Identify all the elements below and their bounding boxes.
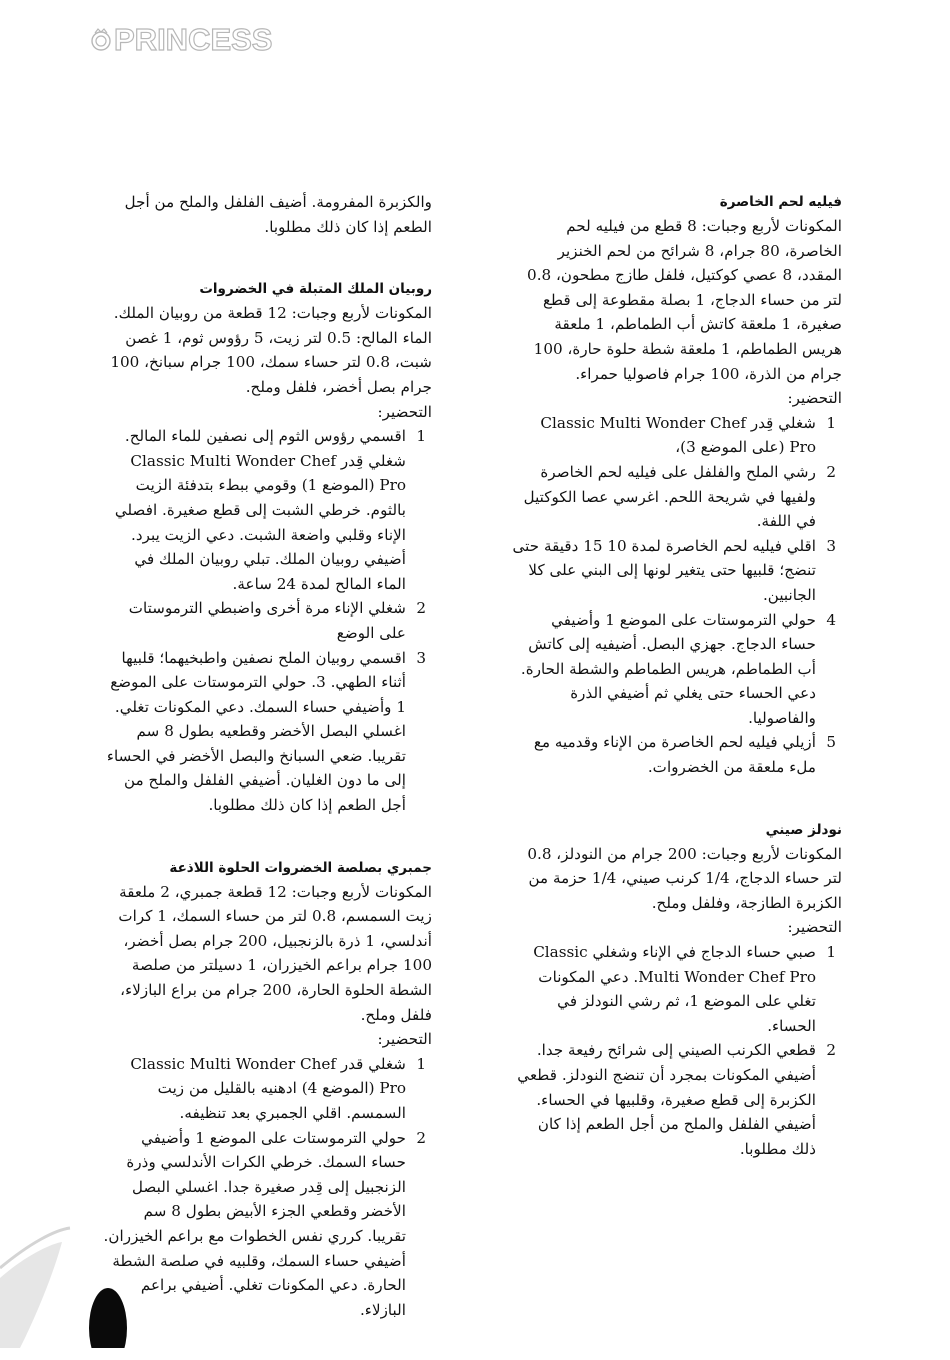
right-column [512,190,842,1199]
step-number: 2 [826,1041,836,1060]
step-item [512,1038,842,1161]
recipe-title: روبيان الملك المتبلة في الخضروات [199,281,432,298]
step-number: 1 [416,1054,426,1073]
step-text: اقسمي رؤوس الثوم إلى نصفين للماء المالح. شغلي قِدر Classic Multi Wonder Chef Pro (الموضع 1) وقومي ببطء بتدفئة الزيت بالثوم. خرطي الشبت إلى قطع صغيرة. افصلي الإناء وقلبي واضعة الشبت. دعي الزيت يبرد. أضيفي روبيان الملك. تبلي روبيان الملك في الماء المالح لمدة 24 ساعة. [114,427,406,593]
step-number: 4 [826,610,836,629]
preparation-label: التحضير: [377,402,432,421]
logo-text: PRINCESS [114,22,273,57]
recipe-ingredients: المكونات لأربع وجبات: 12 قطعة جمبري، 2 ملعقة زيت السمسم، 0.8 لتر من حساء السمك، 1 كرات أندلسي، 1 ذرة بالزنجبيل، 200 جرام بصل أخضر، 100 جرام براعم الخيزران، 1 دسيلتر من صلصة الشطة الحلوة الحارة، 200 جرام من براع البازلاء، فلفل وملح. [118,882,432,1024]
step-number: 1 [416,427,426,446]
step-text: اقلي فيليه لحم الخاصرة لمدة 10 15 دقيقة حتى تنضج؛ قلبيها حتى يتغير لونها إلى البني على كلا الجانبين. [512,536,816,604]
recipe-ingredients: المكونات لأربع وجبات: 12 قطعة من روبيان الملك. الماء المالح: 0.5 لتر زيت، 5 رؤوس ثوم، 1 غصن شبت، 0.8 لتر حساء سمك، 100 جرام سبانخ، 100 جرام بصل أخضر، فلفل وملح. [110,304,432,396]
recipe-sirloin [512,190,842,780]
recipe-title: فيليه لحم الخاصرة [719,194,842,210]
decorative-corner-mark [0,1148,200,1348]
step-text: حولي الترموستات على الموضع 1 وأضيفي حساء الدجاج. جهزي البصل. أضيفيه إلى كاتش أب الطماطم، هريس الطماطم والشطة الحارة. دعي الحساء حتى يغلي ثم أضيفي الذرة والفاصوليا. [520,610,816,727]
step-item [102,424,432,596]
step-item [512,534,842,608]
step-text: قطعي الكرنب الصيني إلى شرائح رفيعة جدا. أضيفي المكونات بمجرد أن تنضج النودلز. قطعي الكزبرة إلى قطع صغيرة، وقلبيها في الحساء. أضيفي الفلفل والملح من أجل الطعم إذا كان ذلك مطلوبا. [517,1041,816,1158]
step-item [512,940,842,1038]
step-text: شغلي الإناء مرة أخرى واضبطي الترموستات على الوضع [128,599,406,642]
steps-list [512,411,842,780]
steps-list [102,424,432,818]
preparation-label: التحضير: [787,918,842,937]
step-number: 1 [826,413,836,432]
step-text: شغلي قدر Classic Multi Wonder Chef Pro (الموضع 4) ادهنيه بالقليل من زيت السمسم. اقلي الجمبري بعد تنظيفه. [130,1054,406,1122]
recipe-noodles [512,818,842,1162]
step-item [512,411,842,460]
recipe-ingredients: المكونات لأربع وجبات: 200 جرام من النودلز، 0.8 لتر حساء الدجاج، 1/4 كرنب صيني، 1/4 حزمة من الكزبرة الطازجة، وفلفل وملح. [527,844,842,912]
crown-icon [90,27,112,53]
step-item [512,608,842,731]
step-text: أزيلي فيليه لحم الخاصرة من الإناء وقدميه مع ملء ملعقة من الخضروات. [533,733,816,777]
steps-list [512,940,842,1161]
step-number: 1 [826,943,836,962]
brand-logo [90,22,272,58]
recipe-title: نودلز صيني [765,821,842,838]
recipe-prawns [102,277,432,817]
step-item [102,1052,432,1126]
step-number: 2 [826,462,836,481]
step-number: 2 [416,599,426,618]
step-number: 5 [826,733,836,752]
step-number: 3 [826,536,836,555]
step-text: حولي الترموستات على الموضع 1 وأضيفي حساء السمك. خرطي الكرات الأندلسي وذرة الزنجبيل إلى قِدر صغيرة جدا. اغسلي البصل الأخضر وقطعي الجزء الأبيض بطول 8 سم تقريبا. كرري نفس الخطوات مع براعم الخيزران. أضيفي حساء السمك، وقلبيه في صلصة الشطة الحارة. دعي المكونات تغلي. أضيفي براعم البازلاء. [103,1128,406,1319]
continuation-text: والكزبرة المفرومة. أضيف الفلفل والملح من أجل الطعم إذا كان ذلك مطلوبا. [124,193,432,236]
step-number: 2 [416,1128,426,1147]
step-number: 3 [416,648,426,667]
preparation-label: التحضير: [787,389,842,408]
step-text: رشي الملح والفلفل على فيليه لحم الخاصرة ولفيها في شريحة اللحم. اغرسي عصا الكوكتيل في اللفة. [523,462,816,531]
step-item [512,730,842,779]
recipe-title: جمبري بصلصة الخضروات الحلوة اللاذعة [169,859,432,876]
step-text: صبي حساء الدجاج في الإناء وشغلي Classic Multi Wonder Chef Pro. دعي المكونات تغلي على الموضع 1، ثم رشي النودلز في الحساء. [533,943,816,1035]
step-item [512,460,842,534]
preparation-label: التحضير: [377,1030,432,1049]
step-item [102,596,432,645]
step-text: شغلي قِدر Classic Multi Wonder Chef Pro (على الموضع 3)، [540,413,816,457]
step-text: اقسمي روبيان الملح نصفين واطبخيهما؛ قلبيها أثناء الطهي. 3. حولي الترموستات على الموضع 1 وأضيفي حساء السمك. دعي المكونات تغلي. اغسلي البصل الأخضر وقطعيه بطول 8 سم تقريبا. ضعي السبانخ والبصل الأخضر في الحساء إلى ما دون الغليان. أضيفي الفلفل والملح من أجل الطعم إذا كان ذلك مطلوبا. [106,648,406,815]
step-item [102,646,432,818]
recipe-ingredients: المكونات لأربع وجبات: 8 قطع من فيليه لحم الخاصرة، 80 جرام، 8 شرائح من لحم الخنزير المقدد، 8 عصي كوكتيل، فلفل طازج مطحون، 0.8 لتر من حساء الدجاج، 1 بصلة مقطوعة إلى قطع صغيرة، 1 ملعقة كاتش أب الطماطم، 1 ملعقة هريس الطماطم، 1 ملعقة شطة حلوة حارة، 100 جرام من الذرة، 100 جرام فاصوليا حمراء. [527,217,842,383]
